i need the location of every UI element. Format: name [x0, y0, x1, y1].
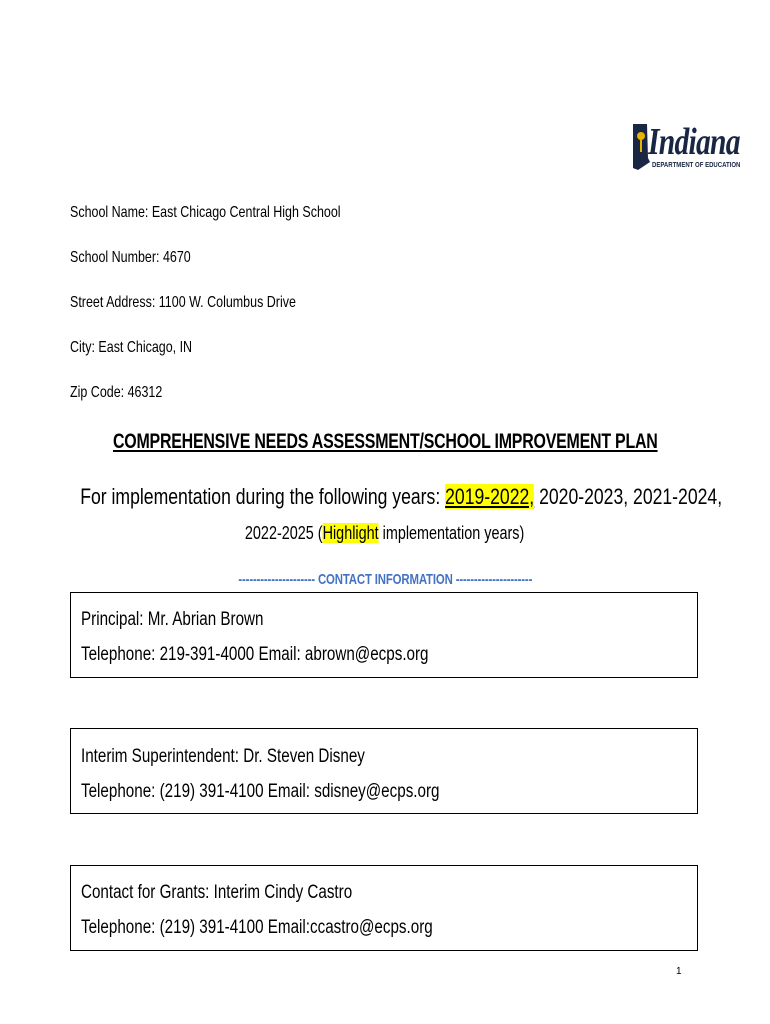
school-name: School Name: East Chicago Central High School	[70, 204, 341, 221]
logo-wordmark: Indiana	[648, 121, 740, 163]
school-number: School Number: 4670	[70, 249, 191, 266]
contact-information-header: --------------------- CONTACT INFORMATION ---------------------	[238, 571, 532, 588]
page-title: COMPREHENSIVE NEEDS ASSESSMENT/SCHOOL IMPROVEMENT PLAN	[112, 430, 658, 453]
grants-contact-telephone-email: Telephone: (219) 391-4100 Email:ccastro@ecps.org	[81, 917, 433, 938]
superintendent-telephone-email: Telephone: (219) 391-4100 Email: sdisney@ecps.org	[81, 781, 440, 802]
principal-telephone-email: Telephone: 219-391-4000 Email: abrown@ecps.org	[81, 644, 429, 665]
principal-name: Principal: Mr. Abrian Brown	[81, 609, 264, 630]
highlighted-year: 2019-2022,	[445, 484, 535, 509]
implementation-years-line2: 2022-2025 (Highlight implementation years)	[245, 523, 525, 543]
page-number: 1	[676, 966, 682, 977]
grants-contact-box	[70, 865, 698, 951]
zip-code: Zip Code: 46312	[70, 384, 163, 401]
city: City: East Chicago, IN	[70, 339, 193, 356]
highlight-word: Highlight	[322, 523, 380, 543]
grants-contact-name: Contact for Grants: Interim Cindy Castro	[81, 882, 353, 903]
logo-subtitle: DEPARTMENT OF EDUCATION	[652, 162, 741, 169]
superintendent-name: Interim Superintendent: Dr. Steven Disney	[81, 746, 365, 767]
principal-contact-box	[70, 592, 698, 678]
superintendent-contact-box	[70, 728, 698, 814]
indiana-doe-logo	[630, 120, 741, 176]
street-address: Street Address: 1100 W. Columbus Drive	[70, 294, 296, 311]
implementation-years-line1: For implementation during the following years: 2019-2022, 2020-2023, 2021-2024,	[80, 484, 723, 509]
